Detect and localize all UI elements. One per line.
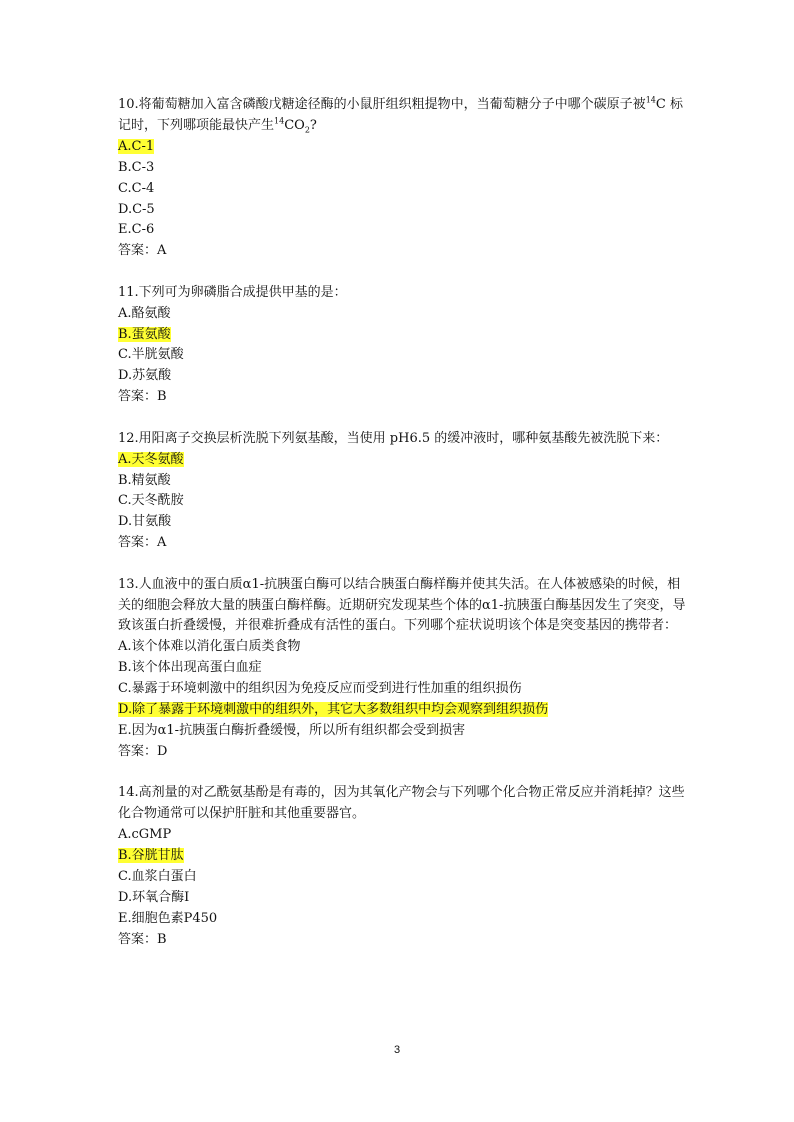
page-number: 3 xyxy=(393,1044,401,1056)
answer: 答案：A xyxy=(118,243,167,259)
option-d: D.甘氨酸 xyxy=(118,514,172,530)
superscript: 14 xyxy=(645,95,656,105)
option-c: C.血浆白蛋白 xyxy=(118,868,197,884)
subscript: 2 xyxy=(304,125,310,135)
option-d: D.C-5 xyxy=(118,201,155,217)
stem-text: 10.将葡萄糖加入富含磷酸戊糖途径酶的小鼠肝组织粗提物中，当葡萄糖分子中哪个碳原子被 xyxy=(118,97,646,112)
question-13 xyxy=(118,575,688,763)
option-d: D.环氧合酶Ⅰ xyxy=(118,889,190,905)
option-text-highlighted: B.谷胱甘肽 xyxy=(118,848,184,863)
question-stem: 12.用阳离子交换层析洗脱下列氨基酸，当使用 pH6.5 的缓冲液时，哪种氨基酸先被洗脱下来： xyxy=(118,430,669,446)
option-b: B.该个体出现高蛋白血症 xyxy=(118,660,262,676)
question-10 xyxy=(118,95,688,262)
option-c: C.半胱氨酸 xyxy=(118,347,184,363)
stem-text: C 标记时，下列哪项能最快产生 xyxy=(118,97,683,133)
option-text-highlighted: D.除了暴露于环境刺激中的组织外，其它大多数组织中均会观察到组织损伤 xyxy=(118,702,549,718)
option-e: E.C-6 xyxy=(118,222,155,238)
question-stem: 13.人血液中的蛋白质α1-抗胰蛋白酶可以结合胰蛋白酶样酶并使其失活。在人体被感染的时候，相关的细胞会释放大量的胰蛋白酶样酶。近期研究发现某些个体的α1-抗胰蛋白酶基因发生了突变，导致该蛋白折叠缓慢，并很难折叠成有活性的蛋白。下列哪个症状说明该个体是突变基因的携带者： xyxy=(118,576,686,634)
option-text-highlighted: B.蛋氨酸 xyxy=(118,326,171,342)
option-c: C.C-4 xyxy=(118,180,155,196)
option-c: C.暴露于环境刺激中的组织因为免疫反应而受到进行性加重的组织损伤 xyxy=(118,681,522,697)
document-page xyxy=(118,95,688,971)
question-12 xyxy=(118,429,688,554)
option-a: A.该个体难以消化蛋白质类食物 xyxy=(118,639,301,655)
option-b xyxy=(118,846,688,867)
stem-text: CO xyxy=(284,117,305,133)
option-d: D.苏氨酸 xyxy=(118,368,172,384)
option-d xyxy=(118,700,688,721)
question-stem: 14.高剂量的对乙酰氨基酚是有毒的，因为其氧化产物会与下列哪个化合物正常反应并消耗掉？这些化合物通常可以保护肝脏和其他重要器官。 xyxy=(118,785,685,822)
option-e: E.因为α1-抗胰蛋白酶折叠缓慢，所以所有组织都会受到损害 xyxy=(118,722,466,738)
option-a xyxy=(118,137,688,158)
question-14 xyxy=(118,783,688,950)
answer: 答案：B xyxy=(118,389,167,405)
option-b: B.精氨酸 xyxy=(118,472,171,488)
option-text-highlighted: A.C-1 xyxy=(118,138,155,154)
superscript: 14 xyxy=(274,116,285,126)
answer: 答案：A xyxy=(118,535,167,551)
answer: 答案：D xyxy=(118,743,168,759)
stem-text: ? xyxy=(309,117,317,133)
option-a: A.酪氨酸 xyxy=(118,305,171,321)
option-text-highlighted: A.天冬氨酸 xyxy=(118,451,184,467)
answer: 答案：B xyxy=(118,931,167,947)
question-11 xyxy=(118,283,688,408)
option-e: E.细胞色素P450 xyxy=(118,910,218,926)
option-b: B.C-3 xyxy=(118,159,155,175)
option-a: A.cGMP xyxy=(118,827,172,843)
option-a xyxy=(118,450,688,471)
option-c: C.天冬酰胺 xyxy=(118,493,184,509)
question-stem xyxy=(118,95,688,137)
option-b xyxy=(118,325,688,346)
question-stem: 11.下列可为卵磷脂合成提供甲基的是： xyxy=(118,284,347,300)
